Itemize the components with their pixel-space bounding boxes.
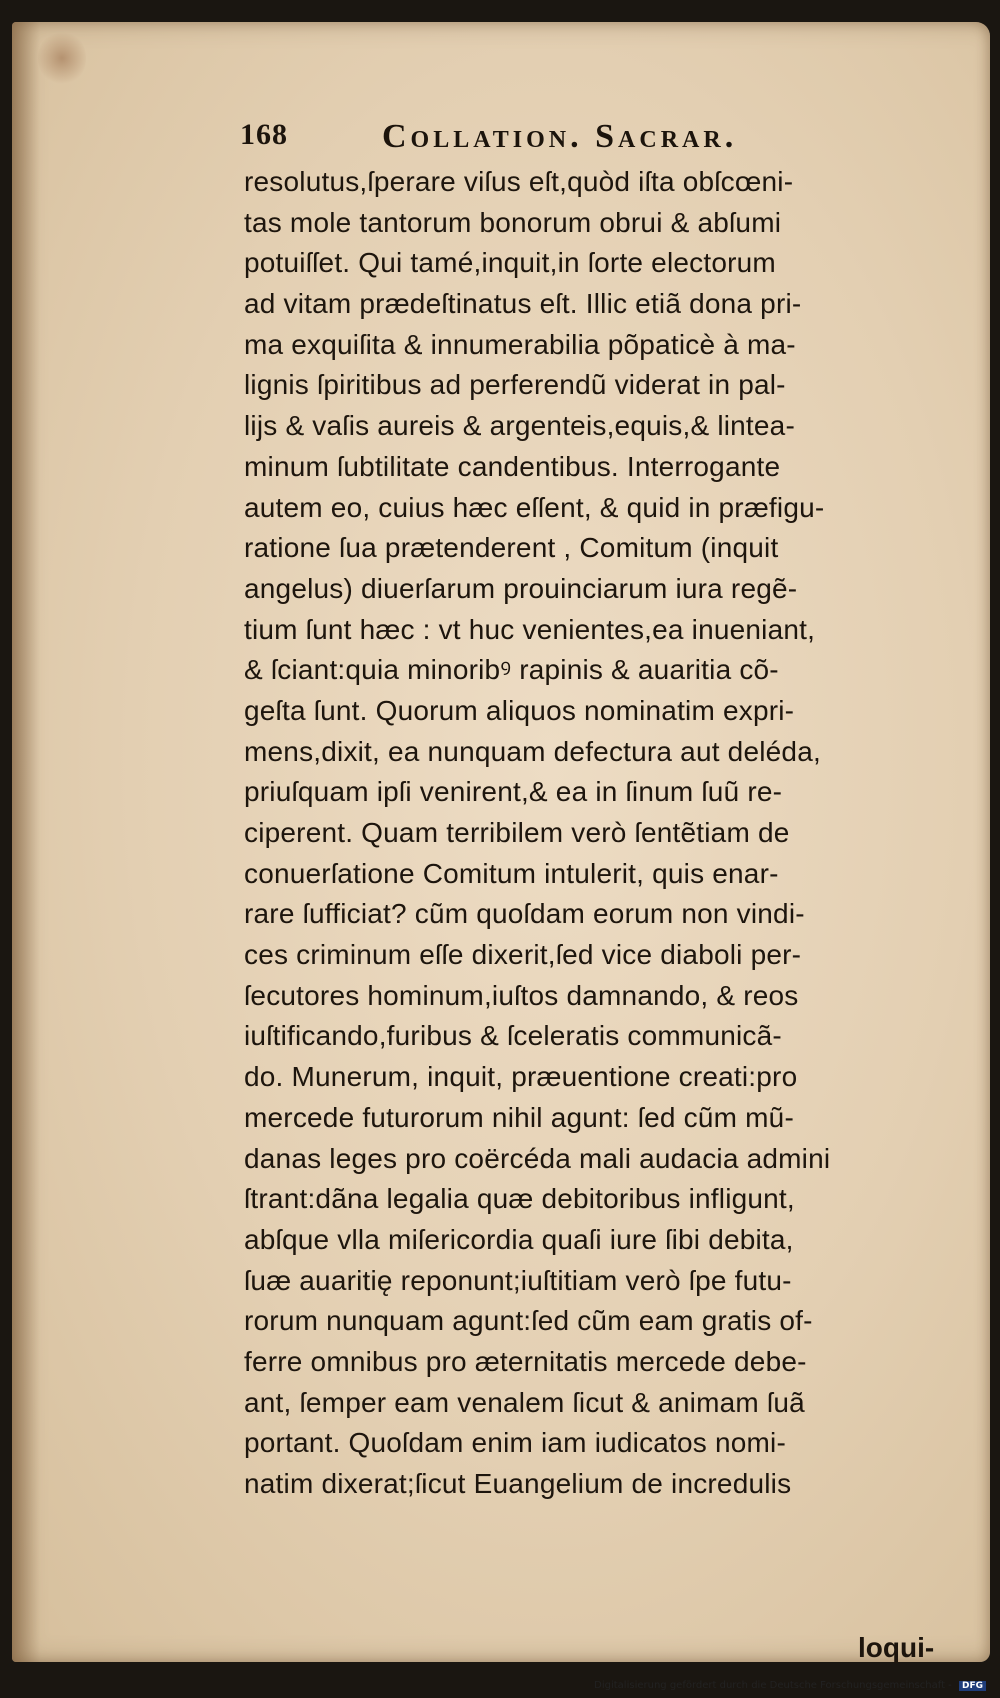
text-line: ciperent. Quam terribilem verò ſentẽtiam de <box>244 817 790 848</box>
text-line: ſuæ auaritię reponunt;iuſtitiam verò ſpe futu- <box>244 1264 792 1296</box>
page-number: 168 <box>240 118 288 151</box>
text-line: tas mole tantorum bonorum obrui & abſumi <box>244 206 782 238</box>
text-line: resolutus,ſperare viſus eſt,quòd iſta obſcœni- <box>244 166 794 197</box>
text-line: portant. Quoſdam enim iam iudicatos nomi- <box>244 1427 786 1459</box>
text-line: potuiſſet. Qui tamé,inquit,in ſorte electorum <box>244 247 776 279</box>
text-line: priuſquam ipſi venirent,& ea in ſinum ſuũ re- <box>244 776 783 808</box>
text-line: ant, ſemper eam venalem ſicut & animam ſuã <box>244 1386 805 1418</box>
text-line: mens,dixit, ea nunquam defectura aut deléda, <box>244 735 821 767</box>
text-line: natim dixerat;ſicut Euangelium de incredulis <box>244 1468 792 1499</box>
gutter-shadow <box>12 22 40 1662</box>
text-line: conuerſatione Comitum intulerit, quis enar- <box>244 857 779 889</box>
text-line: rorum nunquam agunt:ſed cũm eam gratis of- <box>244 1305 813 1337</box>
text-line: ferre omnibus pro æternitatis mercede debe- <box>244 1345 807 1377</box>
main-text <box>244 162 974 1505</box>
text-line: angelus) diuerſarum prouinciarum iura regẽ- <box>244 572 798 604</box>
text-line: abſque vlla miſericordia quaſi iure ſibi debita, <box>244 1223 794 1255</box>
text-line: lijs & vaſis aureis & argenteis,equis,& lintea- <box>244 410 795 442</box>
running-title: Collation. Sacrar. <box>382 118 738 155</box>
text-line: minum ſubtilitate candentibus. Interrogante <box>244 450 781 482</box>
paper-stain <box>38 30 86 86</box>
text-line: ad vitam prædeſtinatus eſt. Illic etiã dona pri- <box>244 288 802 320</box>
text-line: lignis ſpiritibus ad perferendũ viderat in pal- <box>244 369 786 401</box>
catchword: loqui- <box>858 1632 935 1663</box>
text-line: iuſtificando,furibus & ſceleratis communicã- <box>244 1020 782 1052</box>
text-line: ces criminum eſſe dixerit,ſed vice diaboli per- <box>244 939 802 971</box>
text-line: mercede futurorum nihil agunt: ſed cũm mũ- <box>244 1101 794 1133</box>
text-line: ſecutores hominum,iuſtos damnando, & reos <box>244 979 799 1011</box>
text-line: do. Munerum, inquit, præuentione creati:pro <box>244 1061 798 1093</box>
text-line: & ſciant:quia minoribꝰ rapinis & auaritia cõ- <box>244 654 779 686</box>
footer-credit: Digitalisierung gefördert durch die Deutsche Forschungsgemeinschaft - <box>594 1680 952 1691</box>
running-head <box>240 118 880 162</box>
text-line: ſtrant:dãna legalia quæ debitoribus infligunt, <box>244 1183 795 1215</box>
text-line: rare ſufficiat? cũm quoſdam eorum non vindi- <box>244 898 805 930</box>
text-line: tium ſunt hæc : vt huc venientes,ea inueniant, <box>244 613 816 645</box>
digitization-footer <box>594 1680 986 1691</box>
text-line: ratione ſua prætenderent , Comitum (inquit <box>244 532 779 564</box>
text-line: autem eo, cuius hæc eſſent, & quid in præfigu- <box>244 491 825 523</box>
text-line: ma exquiſita & innumerabilia põpaticè à ma- <box>244 328 796 360</box>
text-line: geſta ſunt. Quorum aliquos nominatim expri- <box>244 694 795 726</box>
text-line: danas leges pro coërcéda mali audacia admini <box>244 1142 831 1174</box>
dfg-logo: DFG <box>959 1681 986 1691</box>
